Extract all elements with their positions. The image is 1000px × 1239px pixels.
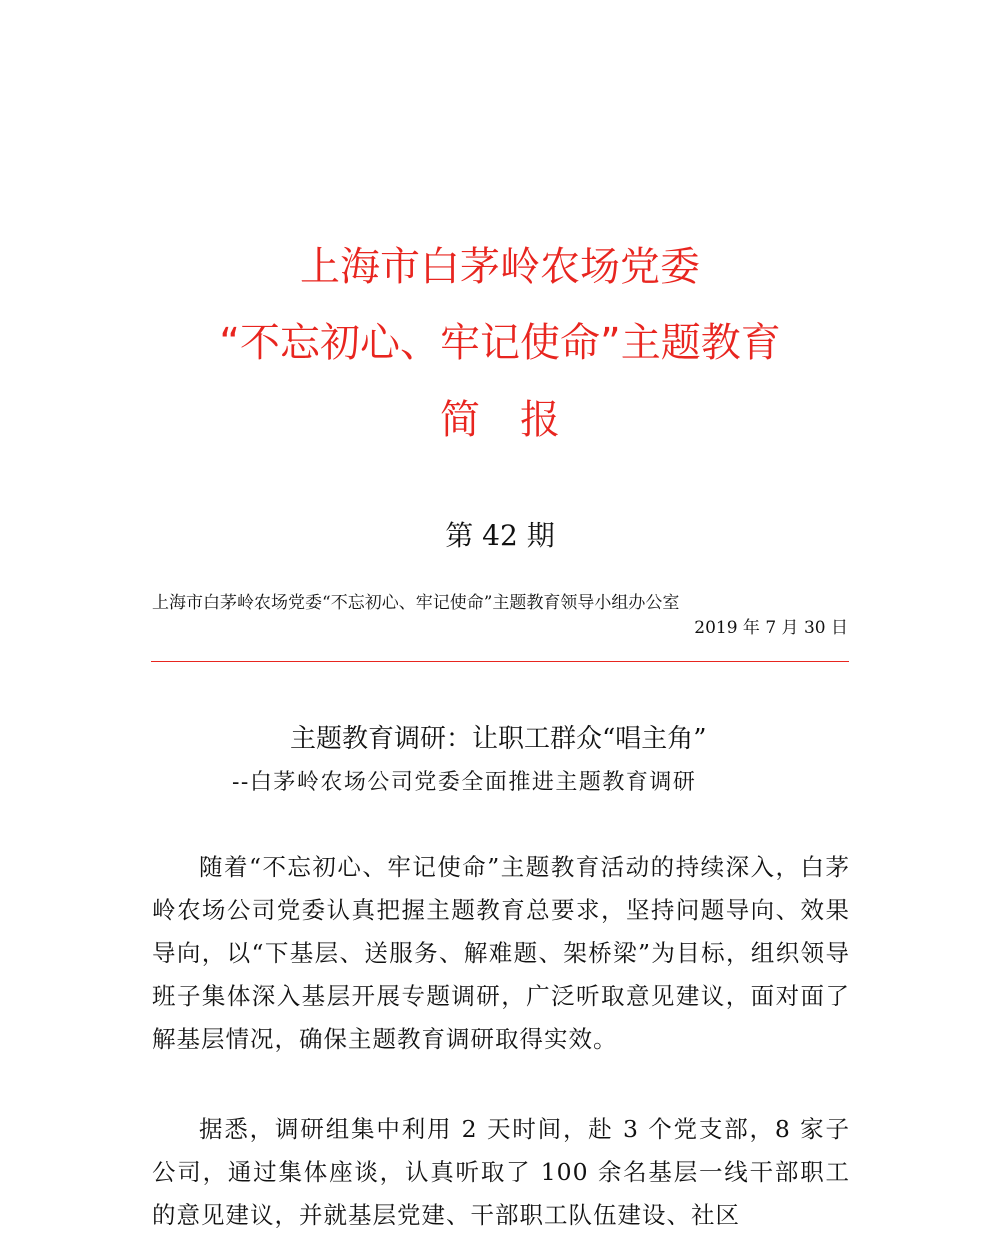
issue-number: 第 42 期 [445, 519, 555, 552]
body-paragraph: 据悉，调研组集中利用 2 天时间，赴 3 个党支部，8 家子公司，通过集体座谈，认真听取了 100 余名基层一线干部职工的意见建议，并就基层党建、干部职工队伍建设、社区 [152, 1115, 850, 1229]
publisher-line: 上海市白茅岭农场党委“不忘初心、牢记使命”主题教育领导小组办公室 [152, 593, 680, 613]
masthead-theme: “不忘初心、牢记使命”主题教育 [219, 320, 781, 366]
article-subtitle: --白茅岭农场公司党委全面推进主题教育调研 [232, 770, 697, 795]
red-divider [151, 661, 849, 662]
article-title: 主题教育调研：让职工群众“唱主角” [290, 724, 707, 754]
masthead-bulletin: 简 报 [440, 397, 560, 443]
masthead-organization: 上海市白茅岭农场党委 [300, 244, 700, 290]
body-paragraph: 随着“不忘初心、牢记使命”主题教育活动的持续深入，白茅岭农场公司党委认真把握主题教育总要求，坚持问题导向、效果导向，以“下基层、送服务、解难题、架桥梁”为目标，组织领导班子集体深入基层开展专题调研，广泛听取意见建议，面对面了解基层情况，确保主题教育调研取得实效。 [152, 853, 850, 1053]
publish-date: 2019 年 7 月 30 日 [694, 618, 848, 638]
